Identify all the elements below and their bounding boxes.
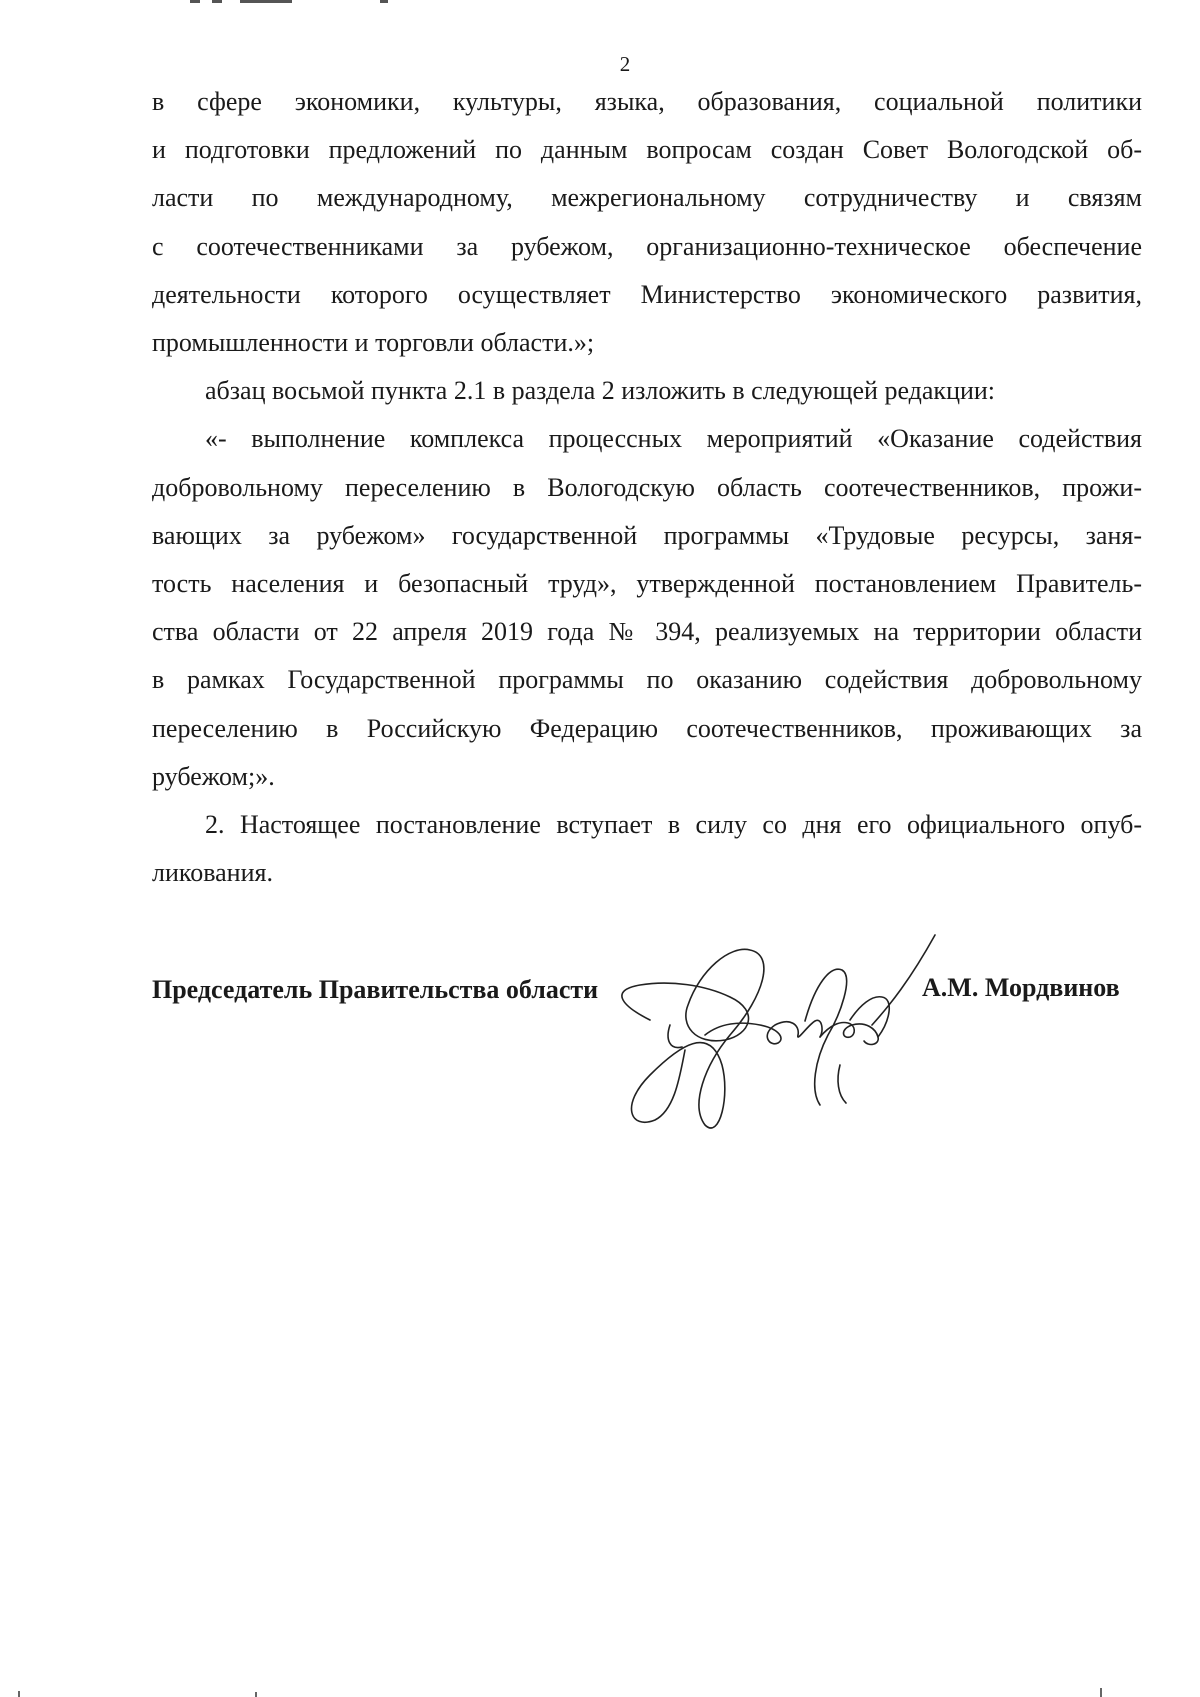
text-line: ласти по международному, межрегиональному сотрудничеству и связям — [152, 183, 1142, 213]
paragraph-council — [152, 78, 1142, 367]
text-line: ства области от 22 апреля 2019 года № 394, реализуемых на территории области — [152, 617, 1142, 647]
text-line: переселению в Российскую Федерацию соотечественников, проживающих за — [152, 713, 1142, 743]
text-line: абзац восьмой пункта 2.1 в раздела 2 изложить в следующей редакции: — [205, 376, 996, 406]
handwritten-signature — [610, 925, 940, 1135]
text-line: и подготовки предложений по данным вопросам создан Совет Вологодской об- — [152, 135, 1142, 165]
text-line: вающих за рубежом» государственной программы «Трудовые ресурсы, заня- — [152, 520, 1142, 550]
document-body — [152, 78, 1142, 897]
text-line: деятельности которого осуществляет Министерство экономического развития, — [152, 279, 1142, 309]
page-number: 2 — [619, 52, 631, 76]
paragraph-effective-date — [152, 801, 1142, 897]
signatory-title: Председатель Правительства области — [152, 975, 599, 1004]
text-line: в сфере экономики, культуры, языка, образования, социальной политики — [152, 87, 1142, 116]
text-line: с соотечественниками за рубежом, организационно-техническое обеспечение — [152, 231, 1142, 261]
text-line: в рамках Государственной программы по оказанию содействия добровольному — [152, 665, 1142, 695]
paragraph-amendment-intro — [152, 367, 1142, 415]
text-line: «- выполнение комплекса процессных мероприятий «Оказание содействия — [205, 424, 1142, 454]
text-line: ликования. — [152, 858, 273, 888]
text-line: 2. Настоящее постановление вступает в силу со дня его официального опуб- — [205, 810, 1142, 840]
scan-artifact-top — [190, 0, 410, 4]
scan-artifact-bottom — [0, 1688, 1200, 1697]
signatory-name: А.М. Мордвинов — [922, 973, 1120, 1002]
text-line: тость населения и безопасный труд», утвержденной постановлением Правитель- — [152, 569, 1142, 599]
text-line: рубежом;». — [152, 761, 275, 791]
paragraph-amendment-text — [152, 415, 1142, 801]
text-line: промышленности и торговли области.»; — [152, 328, 595, 358]
text-line: добровольному переселению в Вологодскую область соотечественников, прожи- — [152, 472, 1142, 502]
